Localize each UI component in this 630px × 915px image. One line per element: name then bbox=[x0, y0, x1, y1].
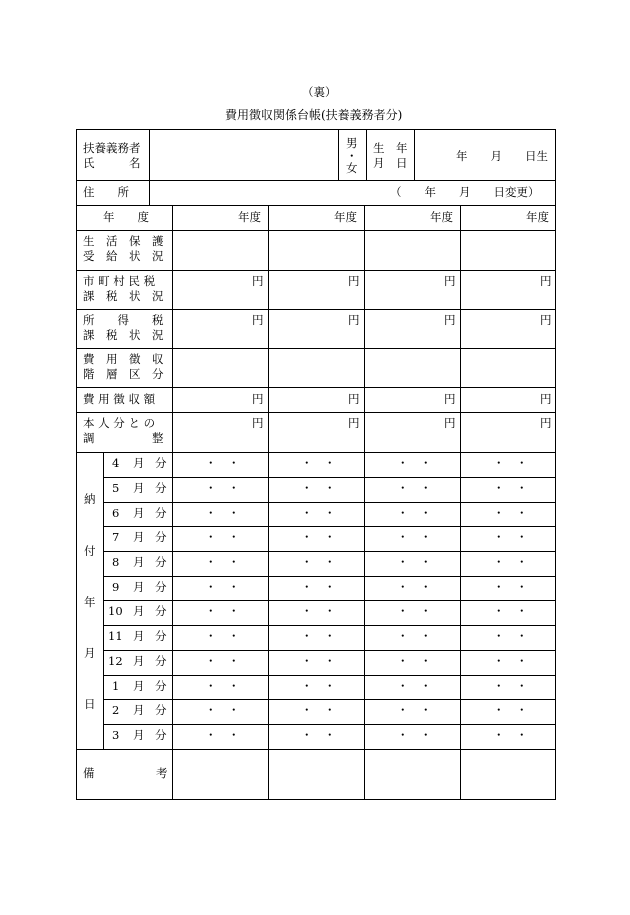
payment-date-cell: ・ ・ bbox=[301, 506, 336, 520]
yen-amount-1: 円 bbox=[252, 392, 264, 406]
municipal-tax-label-1: 市 町 村 民 税 bbox=[83, 274, 156, 288]
adjustment-label-2: 調 整 bbox=[83, 431, 164, 445]
month-char: 月 bbox=[133, 506, 145, 520]
payment-date-cell: ・ ・ bbox=[493, 703, 528, 717]
bun-char: 分 bbox=[155, 530, 167, 544]
yen-municipal-3: 円 bbox=[444, 274, 456, 288]
payment-date-cell: ・ ・ bbox=[397, 506, 432, 520]
name-label: 氏 名 bbox=[83, 156, 141, 170]
month-char: 月 bbox=[133, 679, 145, 693]
payment-date-cell: ・ ・ bbox=[397, 555, 432, 569]
collection-amount-label: 費 用 徴 収 額 bbox=[83, 392, 156, 406]
payment-date-cell: ・ ・ bbox=[205, 728, 240, 742]
payment-date-cell: ・ ・ bbox=[397, 604, 432, 618]
payment-date-cell: ・ ・ bbox=[493, 654, 528, 668]
payment-date-cell: ・ ・ bbox=[205, 555, 240, 569]
month-number: 12 bbox=[108, 654, 123, 668]
month-char: 月 bbox=[133, 703, 145, 717]
yen-adjust-2: 円 bbox=[348, 416, 360, 430]
yen-municipal-1: 円 bbox=[252, 274, 264, 288]
month-number: 3 bbox=[112, 728, 120, 742]
remarks-label-1: 備 bbox=[83, 766, 95, 780]
year-col-1: 年度 bbox=[238, 210, 261, 224]
bun-char: 分 bbox=[155, 629, 167, 643]
payment-label-char-2: 付 bbox=[84, 544, 96, 558]
payment-date-cell: ・ ・ bbox=[205, 456, 240, 470]
payment-date-cell: ・ ・ bbox=[205, 530, 240, 544]
yen-adjust-4: 円 bbox=[540, 416, 552, 430]
payment-date-cell: ・ ・ bbox=[205, 629, 240, 643]
month-number: 5 bbox=[112, 481, 120, 495]
month-char: 月 bbox=[133, 530, 145, 544]
gender-male: 男 bbox=[346, 136, 358, 150]
payment-date-cell: ・ ・ bbox=[301, 580, 336, 594]
address-label: 住 所 bbox=[83, 185, 129, 199]
payment-date-cell: ・ ・ bbox=[301, 728, 336, 742]
year-col-2: 年度 bbox=[334, 210, 357, 224]
bun-char: 分 bbox=[155, 654, 167, 668]
bun-char: 分 bbox=[155, 555, 167, 569]
birth-date-format: 年 月 日生 bbox=[456, 149, 548, 163]
payment-date-cell: ・ ・ bbox=[205, 604, 240, 618]
payment-date-cell: ・ ・ bbox=[493, 456, 528, 470]
bun-char: 分 bbox=[155, 481, 167, 495]
payment-date-cell: ・ ・ bbox=[397, 481, 432, 495]
month-number: 2 bbox=[112, 703, 120, 717]
yen-income-3: 円 bbox=[444, 313, 456, 327]
month-char: 月 bbox=[133, 456, 145, 470]
payment-date-cell: ・ ・ bbox=[493, 481, 528, 495]
month-number: 11 bbox=[108, 629, 123, 643]
month-char: 月 bbox=[133, 580, 145, 594]
month-number: 1 bbox=[112, 679, 120, 693]
yen-municipal-2: 円 bbox=[348, 274, 360, 288]
gender-dot: ・ bbox=[346, 149, 358, 163]
payment-date-cell: ・ ・ bbox=[397, 654, 432, 668]
month-number: 9 bbox=[112, 580, 120, 594]
bun-char: 分 bbox=[155, 456, 167, 470]
bun-char: 分 bbox=[155, 728, 167, 742]
payment-label-char-1: 納 bbox=[84, 492, 96, 506]
payment-date-cell: ・ ・ bbox=[301, 481, 336, 495]
month-number: 8 bbox=[112, 555, 120, 569]
payment-date-cell: ・ ・ bbox=[205, 506, 240, 520]
payment-date-cell: ・ ・ bbox=[493, 679, 528, 693]
bun-char: 分 bbox=[155, 703, 167, 717]
month-char: 月 bbox=[133, 728, 145, 742]
yen-municipal-4: 円 bbox=[540, 274, 552, 288]
payment-label-char-4: 月 bbox=[84, 646, 96, 660]
address-change: （ 年 月 日変更） bbox=[390, 185, 540, 199]
payment-date-cell: ・ ・ bbox=[301, 703, 336, 717]
bun-char: 分 bbox=[155, 604, 167, 618]
birth-label-1: 生 年 bbox=[373, 141, 408, 155]
payment-date-cell: ・ ・ bbox=[301, 555, 336, 569]
fiscal-year-label: 年 度 bbox=[103, 210, 149, 224]
payment-date-cell: ・ ・ bbox=[493, 555, 528, 569]
payment-date-cell: ・ ・ bbox=[397, 703, 432, 717]
payment-date-cell: ・ ・ bbox=[397, 679, 432, 693]
yen-adjust-1: 円 bbox=[252, 416, 264, 430]
payment-date-cell: ・ ・ bbox=[301, 629, 336, 643]
month-number: 10 bbox=[108, 604, 123, 618]
adjustment-label-1: 本 人 分 と の bbox=[83, 416, 156, 430]
payment-date-cell: ・ ・ bbox=[301, 530, 336, 544]
welfare-label-1: 生 活 保 護 bbox=[83, 234, 164, 248]
payment-date-cell: ・ ・ bbox=[397, 728, 432, 742]
month-char: 月 bbox=[133, 604, 145, 618]
payment-date-cell: ・ ・ bbox=[493, 506, 528, 520]
payment-date-cell: ・ ・ bbox=[493, 580, 528, 594]
page-side-label: （裏） bbox=[302, 85, 337, 99]
yen-income-2: 円 bbox=[348, 313, 360, 327]
payment-date-cell: ・ ・ bbox=[493, 530, 528, 544]
payment-date-cell: ・ ・ bbox=[205, 703, 240, 717]
welfare-label-2: 受 給 状 況 bbox=[83, 249, 164, 263]
payment-date-cell: ・ ・ bbox=[301, 456, 336, 470]
payment-date-cell: ・ ・ bbox=[301, 654, 336, 668]
bun-char: 分 bbox=[155, 506, 167, 520]
income-tax-label-1: 所 得 税 bbox=[83, 313, 164, 327]
payment-date-cell: ・ ・ bbox=[397, 456, 432, 470]
yen-amount-4: 円 bbox=[540, 392, 552, 406]
payment-label-char-5: 日 bbox=[84, 697, 96, 711]
payment-date-cell: ・ ・ bbox=[397, 530, 432, 544]
payment-date-cell: ・ ・ bbox=[205, 654, 240, 668]
payment-label-char-3: 年 bbox=[84, 595, 96, 609]
month-char: 月 bbox=[133, 555, 145, 569]
month-number: 4 bbox=[112, 456, 120, 470]
payment-date-cell: ・ ・ bbox=[493, 728, 528, 742]
obligor-label: 扶養義務者 bbox=[83, 141, 141, 155]
year-col-3: 年度 bbox=[430, 210, 453, 224]
bracket-label-1: 費 用 徴 収 bbox=[83, 352, 164, 366]
yen-income-4: 円 bbox=[540, 313, 552, 327]
payment-date-cell: ・ ・ bbox=[301, 604, 336, 618]
payment-date-cell: ・ ・ bbox=[301, 679, 336, 693]
payment-date-cell: ・ ・ bbox=[205, 580, 240, 594]
year-col-4: 年度 bbox=[526, 210, 549, 224]
payment-date-cell: ・ ・ bbox=[493, 629, 528, 643]
month-number: 7 bbox=[112, 530, 120, 544]
income-tax-label-2: 課 税 状 況 bbox=[83, 328, 164, 342]
payment-date-cell: ・ ・ bbox=[397, 580, 432, 594]
yen-amount-3: 円 bbox=[444, 392, 456, 406]
payment-date-cell: ・ ・ bbox=[397, 629, 432, 643]
payment-date-cell: ・ ・ bbox=[205, 679, 240, 693]
yen-income-1: 円 bbox=[252, 313, 264, 327]
bun-char: 分 bbox=[155, 580, 167, 594]
gender-female: 女 bbox=[346, 161, 358, 175]
yen-adjust-3: 円 bbox=[444, 416, 456, 430]
remarks-label-2: 考 bbox=[156, 766, 168, 780]
payment-date-cell: ・ ・ bbox=[205, 481, 240, 495]
bracket-label-2: 階 層 区 分 bbox=[83, 367, 164, 381]
page-title: 費用徴収関係台帳(扶養義務者分) bbox=[225, 108, 403, 122]
month-number: 6 bbox=[112, 506, 120, 520]
month-char: 月 bbox=[133, 629, 145, 643]
birth-label-2: 月 日 bbox=[373, 156, 408, 170]
month-char: 月 bbox=[133, 481, 145, 495]
payment-date-cell: ・ ・ bbox=[493, 604, 528, 618]
bun-char: 分 bbox=[155, 679, 167, 693]
month-char: 月 bbox=[133, 654, 145, 668]
yen-amount-2: 円 bbox=[348, 392, 360, 406]
municipal-tax-label-2: 課 税 状 況 bbox=[83, 289, 164, 303]
